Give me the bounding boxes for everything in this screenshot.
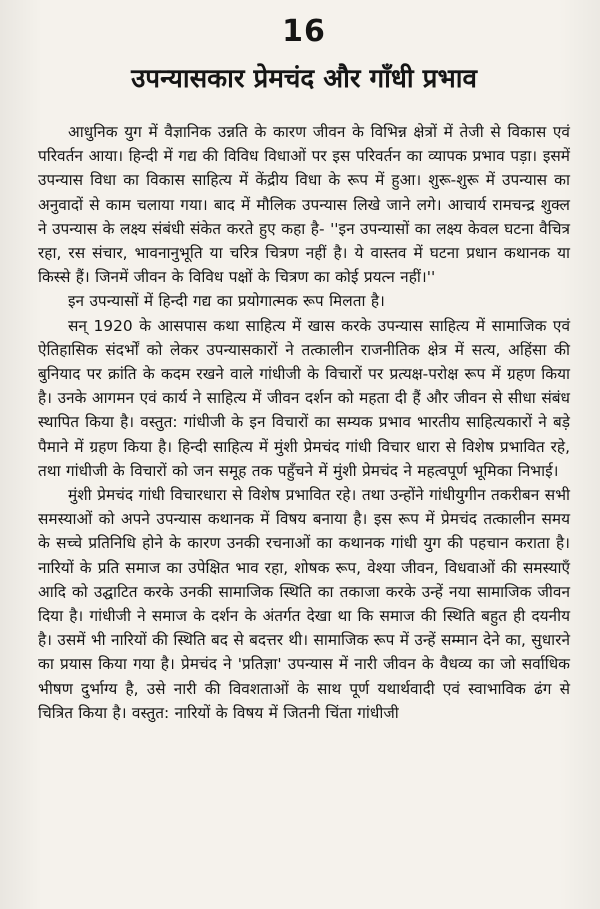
chapter-number: 16: [282, 14, 326, 49]
chapter-title: उपन्यासकार प्रेमचंद और गाँधी प्रभाव: [131, 64, 477, 94]
paragraph-1: आधुनिक युग में वैज्ञानिक उन्नति के कारण जीवन के विभिन्न क्षेत्रों में तेजी से विकास एवं परिवर्तन आया। हिन्दी में गद्य की विविध विधाओं पर इस परिवर्तन का व्यापक प्रभाव पड़ा। इसमें उपन्यास विधा का विकास साहित्य में केंद्रीय विधा के रूप में हुआ। शुरू-शुरू में उपन्यास का अनुवादों से काम चलाया गया। बाद में मौलिक उपन्यास लिखे जाने लगे। आचार्य रामचन्द्र शुक्ल ने उपन्यास के लक्ष्य संबंधी संकेत करते हुए कहा है- ''इन उपन्यासों का लक्ष्य केवल घटना वैचित्र रहा, रस संचार, भावनानुभूति या चरित्र चित्रण नहीं है। ये वास्तव में घटना प्रधान कथानक या किस्से हैं। जिनमें जीवन के विविध पक्षों के चित्रण का कोई प्रयत्न नहीं।'': [38, 123, 570, 287]
paragraph-3: सन् 1920 के आसपास कथा साहित्य में खास करके उपन्यास साहित्य में सामाजिक एवं ऐतिहासिक संदर्भों को लेकर उपन्यासकारों ने तत्कालीन राजनीतिक क्षेत्र में सत्य, अहिंसा की बुनियाद पर क्रांति के कदम रखने वाले गांधीजी के विचारों पर प्रत्यक्ष-परोक्ष रूप में ग्रहण किया है। उनके आगमन एवं कार्य ने साहित्य में जीवन दर्शन को महता दी हैं और जीवन से सीधा संबंध स्थापित किया है। वस्तुत: गांधीजी के इन विचारों का सम्यक प्रभाव भारतीय साहित्यकारों ने बड़े पैमाने में ग्रहण किया है। हिन्दी साहित्य में मुंशी प्रेमचंद गांधी विचार धारा से विशेष प्रभावित रहे, तथा गांधीजी के विचारों को जन समूह तक पहुँचने में मुंशी प्रेमचंद ने महत्वपूर्ण भूमिका निभाई।: [38, 316, 570, 480]
paragraph-4: मुंशी प्रेमचंद गांधी विचारधारा से विशेष प्रभावित रहे। तथा उन्होंने गांधीयुगीन तकरीबन सभी समस्याओं को अपने उपन्यास कथानक में विषय बनाया है। इस रूप में प्रेमचंद तत्कालीन समय के सच्चे प्रतिनिधि होने के कारण उनकी रचनाओं का कथानक गांधी युग की पहचान कराता है। नारियों के प्रति समाज का उपेक्षित भाव रहा, शोषक रूप, वेश्या जीवन, विधवाओं की समस्याएँ आदि को उद्घाटित करके उनकी सामाजिक स्थिति का तकाजा करके उन्हें नया सामाजिक जीवन दिया है। गांधीजी ने समाज के दर्शन के अंतर्गत देखा था कि समाज की स्थिति बहुत ही दयनीय है। उसमें भी नारियों की स्थिति बद से बदत्तर थी। सामाजिक रूप में उन्हें सम्मान देने का, सुधारने का प्रयास किया गया है। प्रेमचंद ने 'प्रतिज्ञा' उपन्यास में नारी जीवन के वैधव्य का जो सर्वाधिक भीषण दुर्भाग्य है, उसे नारी की विवशताओं के साथ पूर्ण यथार्थवादी एवं स्वाभाविक ढंग से चित्रित किया है। वस्तुत: नारियों के विषय में जितनी चिंता गांधीजी: [38, 486, 570, 722]
chapter-body: [38, 120, 570, 725]
paragraph-2: इन उपन्यासों में हिन्दी गद्य का प्रयोगात्मक रूप मिलता है।: [68, 292, 385, 311]
